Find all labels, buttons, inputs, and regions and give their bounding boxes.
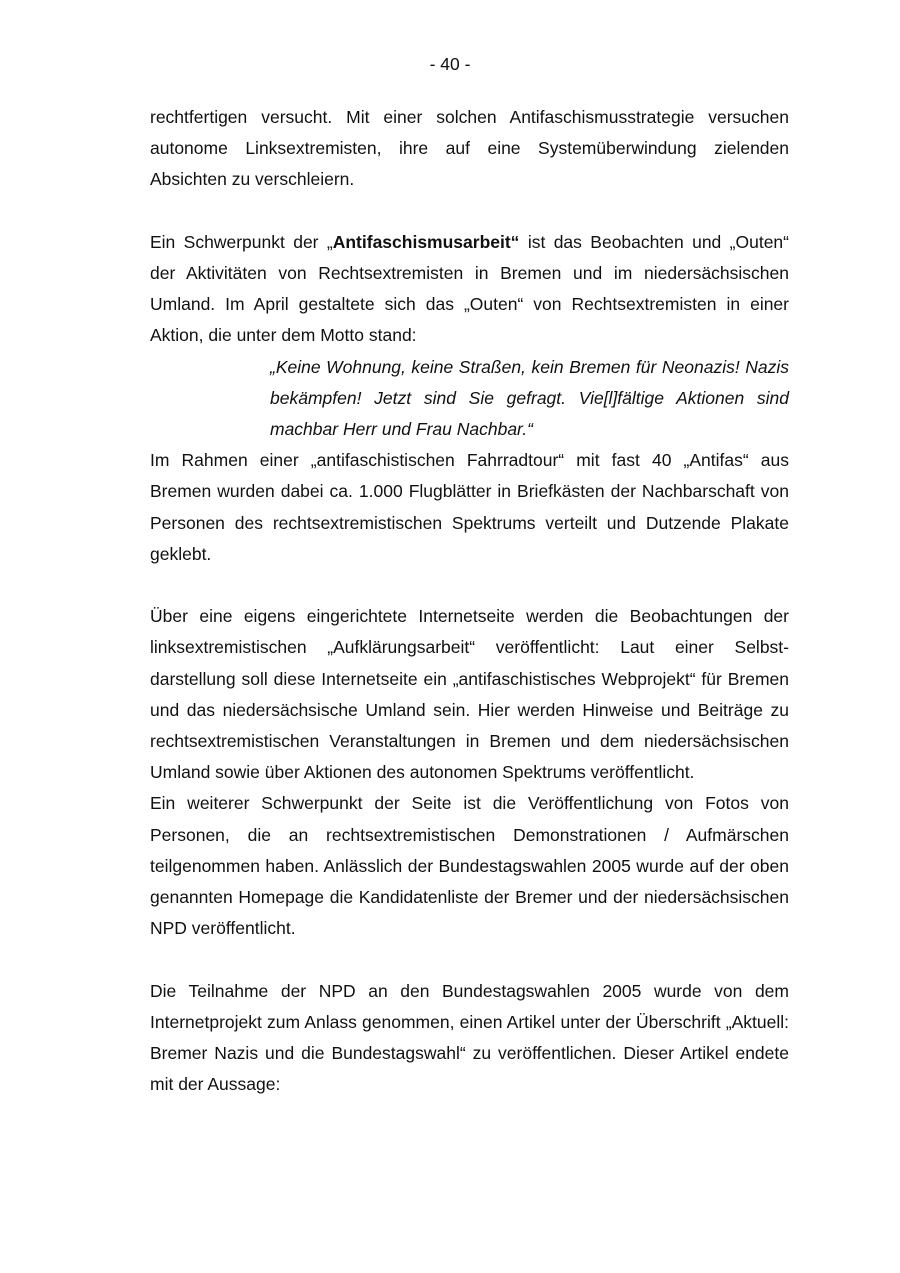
paragraph-2-rest: ist das Beobachten und „Outen“ der Aktivitäten von Rechtsextremisten in Bremen und im niedersächsischen Umland. Im April gestaltete sich das „Outen“ von Rechtsextremisten in einer Aktion, die unter dem Motto stand: bbox=[150, 231, 789, 346]
paragraph-6: Die Teilnahme der NPD an den Bundestagswahlen 2005 wurde von dem Internetprojekt zum Anlass genommen, einen Artikel unter der Überschrift „Aktuell: Bremer Nazis und die Bundestagswahl“ zu veröffentlichen. Dieser Artikel endete mit der Aussage: bbox=[150, 980, 789, 1095]
paragraph-spacer bbox=[150, 196, 789, 227]
paragraph-spacer bbox=[150, 570, 789, 601]
paragraph-spacer bbox=[150, 944, 789, 975]
page-number: - 40 - bbox=[429, 54, 471, 74]
paragraph-4: Über eine eigens eingerichtete Internetseite werden die Beobachtungen der linksextremistischen „Aufklärungsarbeit“ veröffentlicht: Laut einer Selbst-darstellung soll diese Internetseite ein „antifaschistisches Webprojekt“ für Bremen und das niedersächsische Umland sein. Hier werden Hinweise und Beiträge zu rechtsextremistischen Veranstaltungen in Bremen und dem niedersächsischen Umland sowie über Aktionen des autonomen Spektrums veröffentlicht. bbox=[150, 606, 789, 783]
paragraph-1: rechtfertigen versucht. Mit einer solchen Antifaschismusstrategie versuchen autonome Linksextremisten, ihre auf eine Systemüberwindung zielenden Absichten zu verschleiern. bbox=[150, 107, 789, 190]
block-quote-motto: „Keine Wohnung, keine Straßen, kein Bremen für Neonazis! Nazis bekämpfen! Jetzt sind Sie gefragt. Vie[l]fältige Aktionen sind machbar Herr und Frau Nachbar.“ bbox=[270, 356, 789, 440]
paragraph-2-lead: Ein Schwerpunkt der „ bbox=[150, 231, 333, 252]
document-body bbox=[150, 102, 789, 1100]
paragraph-3: Im Rahmen einer „antifaschistischen Fahrradtour“ mit fast 40 „Antifas“ aus Bremen wurden dabei ca. 1.000 Flugblätter in Briefkästen der Nachbarschaft von Personen des rechtsextremistischen Spektrums verteilt und Dutzende Plakate geklebt. bbox=[150, 450, 789, 564]
paragraph-2-emphasis: Antifaschismusarbeit“ bbox=[332, 231, 520, 252]
paragraph-2 bbox=[150, 227, 789, 352]
paragraph-5: Ein weiterer Schwerpunkt der Seite ist die Veröffentlichung von Fotos von Personen, die an rechtsextremistischen Demonstrationen / Aufmärschen teilgenommen haben. Anlässlich der Bundestagswahlen 2005 wurde auf der oben genannten Homepage die Kandidatenliste der Bremer und der niedersächsischen NPD veröffentlicht. bbox=[150, 793, 789, 939]
